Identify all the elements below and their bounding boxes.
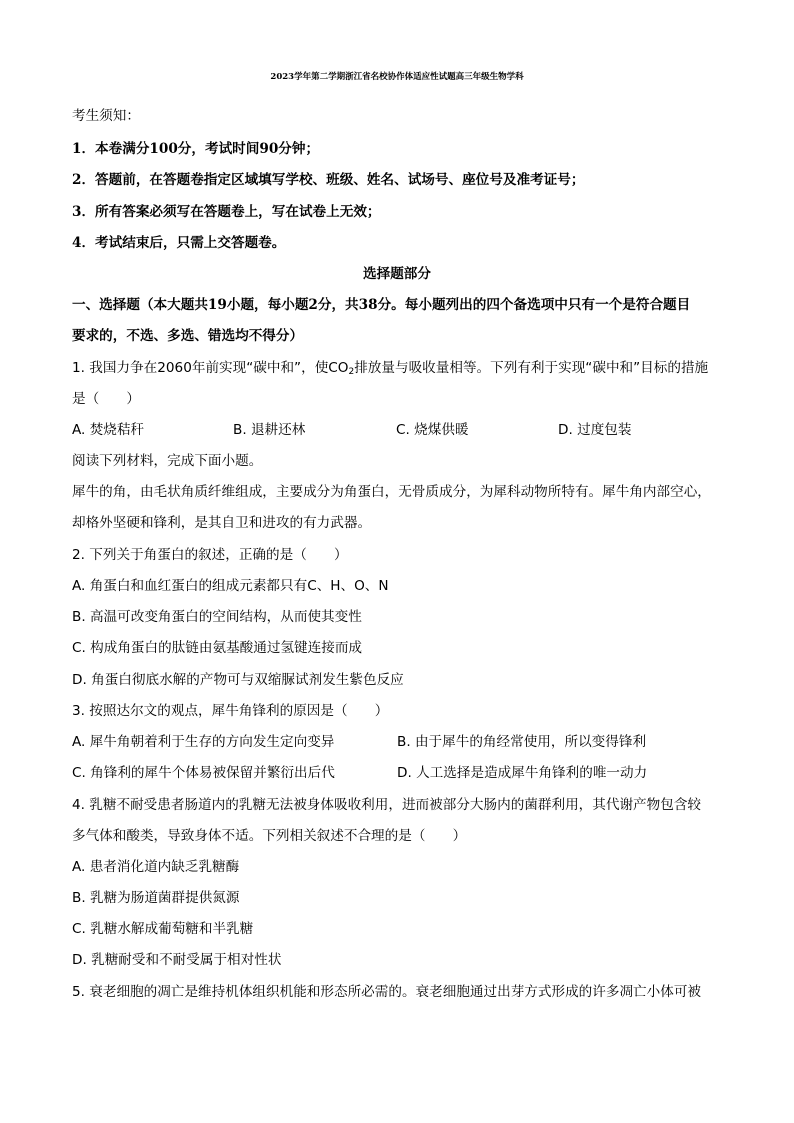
- question-2-option-b: B. 高温可改变角蛋白的空间结构，从而使其变性: [72, 609, 362, 625]
- question-1-option-a: A. 焚烧秸秆: [72, 422, 145, 438]
- question-2-stem: 2. 下列关于角蛋白的叙述，正确的是（ ）: [72, 547, 348, 563]
- notice-item: 2．答题前，在答题卷指定区域填写学校、班级、姓名、试场号、座位号及准考证号；: [72, 172, 585, 188]
- material-text: 犀牛的角，由毛状角质纤维组成，主要成分为角蛋白，无骨质成分，为犀科动物所特有。犀牛角内部空心，: [72, 484, 711, 500]
- part-instructions: 要求的，不选、多选、错选均不得分）: [72, 328, 304, 344]
- notice-item: 1．本卷满分100分，考试时间90分钟；: [72, 141, 320, 157]
- page-title: 2023学年第二学期浙江省名校协作体适应性试题高三年级生物学科: [270, 72, 524, 82]
- question-2-option-a: A. 角蛋白和血红蛋白的组成元素都只有C、H、O、N: [72, 578, 389, 594]
- question-1-option-b: B. 退耕还林: [233, 422, 306, 438]
- material-text: 却格外坚硬和锋利，是其自卫和进攻的有力武器。: [72, 515, 372, 531]
- notice-heading: 考生须知：: [72, 108, 140, 124]
- material-intro: 阅读下列材料，完成下面小题。: [72, 453, 263, 469]
- question-3-option-d: D. 人工选择是造成犀牛角锋利的唯一动力: [397, 765, 648, 781]
- question-1-stem-part: 排放量与吸收量相等。下列有利于实现“碳中和”目标的措施: [354, 360, 709, 376]
- question-3-option-c: C. 角锋利的犀牛个体易被保留并繁衍出后代: [72, 765, 335, 781]
- question-3-option-b: B. 由于犀牛的角经常使用，所以变得锋利: [397, 734, 647, 750]
- question-2-option-d: D. 角蛋白彻底水解的产物可与双缩脲试剂发生紫色反应: [72, 672, 404, 688]
- notice-item: 3．所有答案必须写在答题卷上，写在试卷上无效；: [72, 204, 381, 220]
- question-1-stem-part: 1. 我国力争在2060年前实现“碳中和”，使CO: [72, 360, 349, 376]
- question-4-option-d: D. 乳糖耐受和不耐受属于相对性状: [72, 952, 282, 968]
- question-4-option-b: B. 乳糖为肠道菌群提供氮源: [72, 890, 240, 906]
- question-4-option-c: C. 乳糖水解成葡萄糖和半乳糖: [72, 921, 254, 937]
- question-1-stem: [72, 358, 708, 378]
- part-instructions: 一、选择题（本大题共19小题，每小题2分，共38分。每小题列出的四个备选项中只有一个是符合题目: [72, 297, 691, 313]
- question-1-option-c: C. 烧煤供暖: [396, 422, 469, 438]
- question-3-stem: 3. 按照达尔文的观点，犀牛角锋利的原因是（ ）: [72, 703, 389, 719]
- question-1-option-d: D. 过度包装: [558, 422, 632, 438]
- section-title: 选择题部分: [363, 266, 431, 282]
- question-4-option-a: A. 患者消化道内缺乏乳糖酶: [72, 859, 240, 875]
- question-3-option-a: A. 犀牛角朝着利于生存的方向发生定向变异: [72, 734, 335, 750]
- question-5-stem: 5. 衰老细胞的凋亡是维持机体组织机能和形态所必需的。衰老细胞通过出芽方式形成的许多凋亡小体可被: [72, 984, 702, 1000]
- notice-item: 4．考试结束后，只需上交答题卷。: [72, 235, 286, 251]
- question-4-stem: 多气体和酸类，导致身体不适。下列相关叙述不合理的是（ ）: [72, 828, 467, 844]
- subscript: 2: [348, 367, 355, 377]
- question-2-option-c: C. 构成角蛋白的肽链由氨基酸通过氢键连接而成: [72, 640, 363, 656]
- question-4-stem: 4. 乳糖不耐受患者肠道内的乳糖无法被身体吸收利用，进而被部分大肠内的菌群利用，其代谢产物包含较: [72, 797, 702, 813]
- question-1-stem: 是（ ）: [72, 391, 140, 407]
